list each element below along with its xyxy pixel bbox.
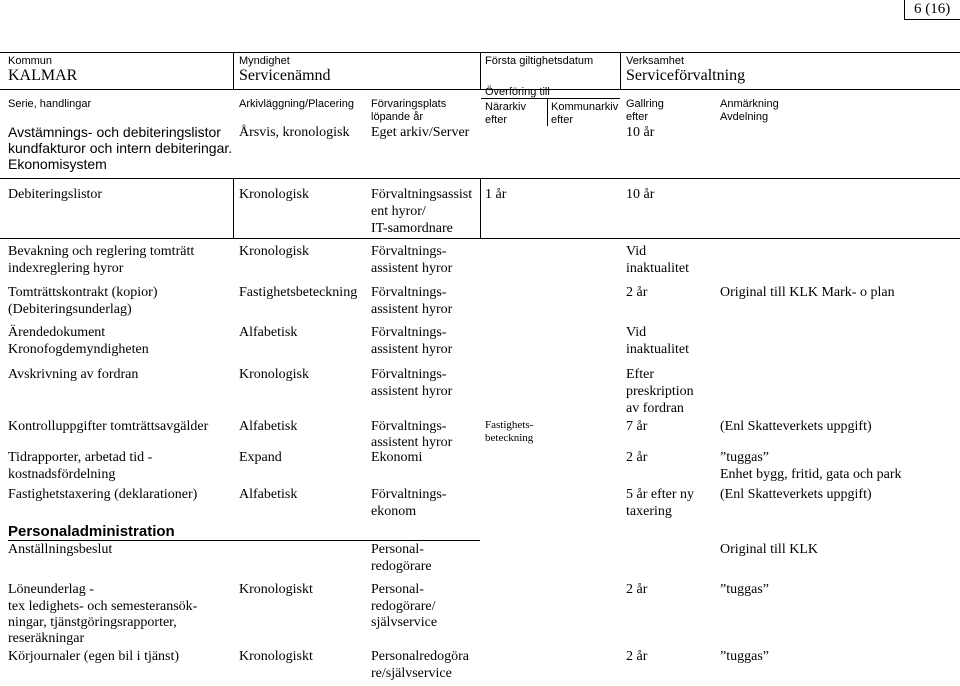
row7-gallring: 2 år [626, 450, 648, 465]
forvar-column-header-2: löpande år [371, 111, 423, 123]
row6-gallring: 7 år [626, 419, 648, 434]
row1-serie: Debiteringslistor [8, 187, 103, 202]
myndighet-label: Myndighet [239, 55, 290, 67]
row2-serie-1: Bevakning och reglering tomträtt [8, 244, 195, 259]
row8-forvar-2: ekonom [371, 504, 417, 519]
row4-forvar-1: Förvaltnings- [371, 325, 447, 340]
verksamhet-value: Serviceförvaltning [626, 67, 746, 84]
overforing-column-header: Överföring till [485, 86, 550, 98]
row1-forvar-3: IT-samordnare [371, 221, 453, 236]
row11-serie: Körjournaler (egen bil i tjänst) [8, 649, 180, 664]
forvar-column-header-1: Förvaringsplats [371, 98, 447, 110]
row10-forvar-3: självservice [371, 615, 438, 630]
row0-serie-3: Ekonomisystem [8, 156, 107, 172]
row2-top-line [0, 238, 960, 239]
row4-gallring-1: Vid [626, 325, 647, 340]
row3-forvar-2: assistent hyror [371, 302, 453, 317]
section-heading-personaladministration: Personaladministration [8, 523, 175, 540]
nararkiv-header-2: efter [485, 114, 508, 126]
anmarkning-header-1: Anmärkning [720, 98, 779, 110]
row10-forvar-2: redogörare/ [371, 599, 436, 614]
header-divider-3 [620, 52, 621, 89]
row1-divider-1 [233, 178, 234, 238]
forsta-giltighetsdatum-label: Första giltighetsdatum [485, 55, 594, 67]
kommun-value: KALMAR [8, 67, 78, 84]
row11-gallring: 2 år [626, 649, 648, 664]
row4-serie-2: Kronofogdemyndigheten [8, 342, 149, 357]
row1-forvar-2: ent hyror/ [371, 204, 426, 219]
row2-forvar-2: assistent hyror [371, 261, 453, 276]
row2-arkiv: Kronologisk [239, 244, 309, 259]
row5-forvar-1: Förvaltnings- [371, 367, 447, 382]
row6-serie: Kontrolluppgifter tomträttsavgälder [8, 419, 209, 434]
row4-arkiv: Alfabetisk [239, 325, 298, 340]
row9-anmarkning: Original till KLK [720, 542, 818, 557]
serie-column-header: Serie, handlingar [8, 98, 92, 110]
anmarkning-header-2: Avdelning [720, 111, 769, 123]
row2-gallring-2: inaktualitet [626, 261, 689, 276]
row4-serie-1: Ärendedokument [8, 325, 106, 340]
row3-serie-1: Tomträttskontrakt (kopior) [8, 285, 158, 300]
overforing-divider [547, 98, 548, 126]
row8-forvar-1: Förvaltnings- [371, 487, 447, 502]
row6-nararkiv-2: beteckning [485, 432, 534, 444]
nararkiv-header-1: Närarkiv [485, 101, 526, 113]
row10-arkiv: Kronologiskt [239, 582, 313, 597]
row10-serie-1: Löneunderlag - [8, 582, 94, 597]
row0-serie-2: kundfakturor och intern debiteringar. [8, 140, 233, 156]
row10-serie-2: tex ledighets- och semesteransök- [8, 599, 198, 614]
row8-anmarkning: (Enl Skatteverkets uppgift) [720, 487, 872, 502]
row7-anmarkning-1: ”tuggas” [720, 450, 769, 465]
row0-serie-1: Avstämnings- och debiteringslistor [8, 124, 221, 140]
header-divider-1 [233, 52, 234, 89]
gallring-header-1: Gallring [626, 98, 664, 110]
header-mid-line [0, 89, 960, 90]
kommunarkiv-header-2: efter [551, 114, 574, 126]
row6-nararkiv-1: Fastighets- [485, 419, 534, 431]
row0-forvar: Eget arkiv/Server [371, 125, 470, 140]
row8-gallring-1: 5 år efter ny [626, 487, 695, 502]
row8-serie: Fastighetstaxering (deklarationer) [8, 487, 198, 502]
row7-anmarkning-2: Enhet bygg, fritid, gata och park [720, 467, 902, 482]
row4-gallring-2: inaktualitet [626, 342, 689, 357]
row6-arkiv: Alfabetisk [239, 419, 298, 434]
row3-anmarkning: Original till KLK Mark- o plan [720, 285, 895, 300]
row3-forvar-1: Förvaltnings- [371, 285, 447, 300]
row5-arkiv: Kronologisk [239, 367, 309, 382]
row5-gallring-1: Efter [626, 367, 654, 382]
row0-gallring: 10 år [626, 125, 655, 140]
row7-forvar: Ekonomi [371, 450, 423, 465]
row3-gallring: 2 år [626, 285, 648, 300]
row11-forvar-1: Personalredogöra [371, 649, 469, 664]
row1-arkiv: Kronologisk [239, 187, 309, 202]
row10-gallring: 2 år [626, 582, 648, 597]
row7-serie-1: Tidrapporter, arbetad tid - [8, 450, 153, 465]
row9-forvar-2: redogörare [371, 559, 432, 574]
row5-gallring-2: preskription [626, 384, 694, 399]
row10-serie-4: reseräkningar [8, 631, 85, 646]
row5-gallring-3: av fordran [626, 401, 684, 416]
row3-serie-2: (Debiteringsunderlag) [8, 302, 132, 317]
row11-forvar-2: re/självservice [371, 666, 452, 681]
kommunarkiv-header-1: Kommunarkiv [551, 101, 619, 113]
row3-arkiv: Fastighetsbeteckning [239, 285, 358, 300]
row10-serie-3: ningar, tjänstgöringsrapporter, [8, 615, 177, 630]
row0-arkiv: Årsvis, kronologisk [239, 125, 350, 140]
verksamhet-label: Verksamhet [626, 55, 685, 67]
row8-gallring-2: taxering [626, 504, 672, 519]
row10-forvar-1: Personal- [371, 582, 424, 597]
row11-arkiv: Kronologiskt [239, 649, 313, 664]
row6-forvar-2: assistent hyror [371, 435, 453, 450]
row1-gallring: 10 år [626, 187, 655, 202]
kommun-label: Kommun [8, 55, 53, 67]
row8-arkiv: Alfabetisk [239, 487, 298, 502]
row2-gallring-1: Vid [626, 244, 647, 259]
header-divider-2 [480, 52, 481, 89]
row5-forvar-2: assistent hyror [371, 384, 453, 399]
row6-anmarkning: (Enl Skatteverkets uppgift) [720, 419, 872, 434]
row7-serie-2: kostnadsfördelning [8, 467, 116, 482]
row1-nararkiv: 1 år [485, 187, 507, 202]
gallring-header-2: efter [626, 111, 649, 123]
row1-divider-2 [480, 178, 481, 238]
row10-anmarkning: ”tuggas” [720, 582, 769, 597]
page-number: 6 (16) [914, 1, 951, 17]
row2-forvar-1: Förvaltnings- [371, 244, 447, 259]
row4-forvar-2: assistent hyror [371, 342, 453, 357]
row9-serie: Anställningsbeslut [8, 542, 113, 557]
row6-forvar-1: Förvaltnings- [371, 419, 447, 434]
arkiv-column-header: Arkivläggning/Placering [239, 98, 354, 110]
row2-serie-2: indexreglering hyror [8, 261, 124, 276]
row9-forvar-1: Personal- [371, 542, 424, 557]
myndighet-value: Servicenämnd [239, 67, 331, 84]
row7-arkiv: Expand [239, 450, 282, 465]
row5-serie: Avskrivning av fordran [8, 367, 139, 382]
row11-anmarkning: ”tuggas” [720, 649, 769, 664]
row1-forvar-1: Förvaltningsassist [371, 187, 473, 202]
